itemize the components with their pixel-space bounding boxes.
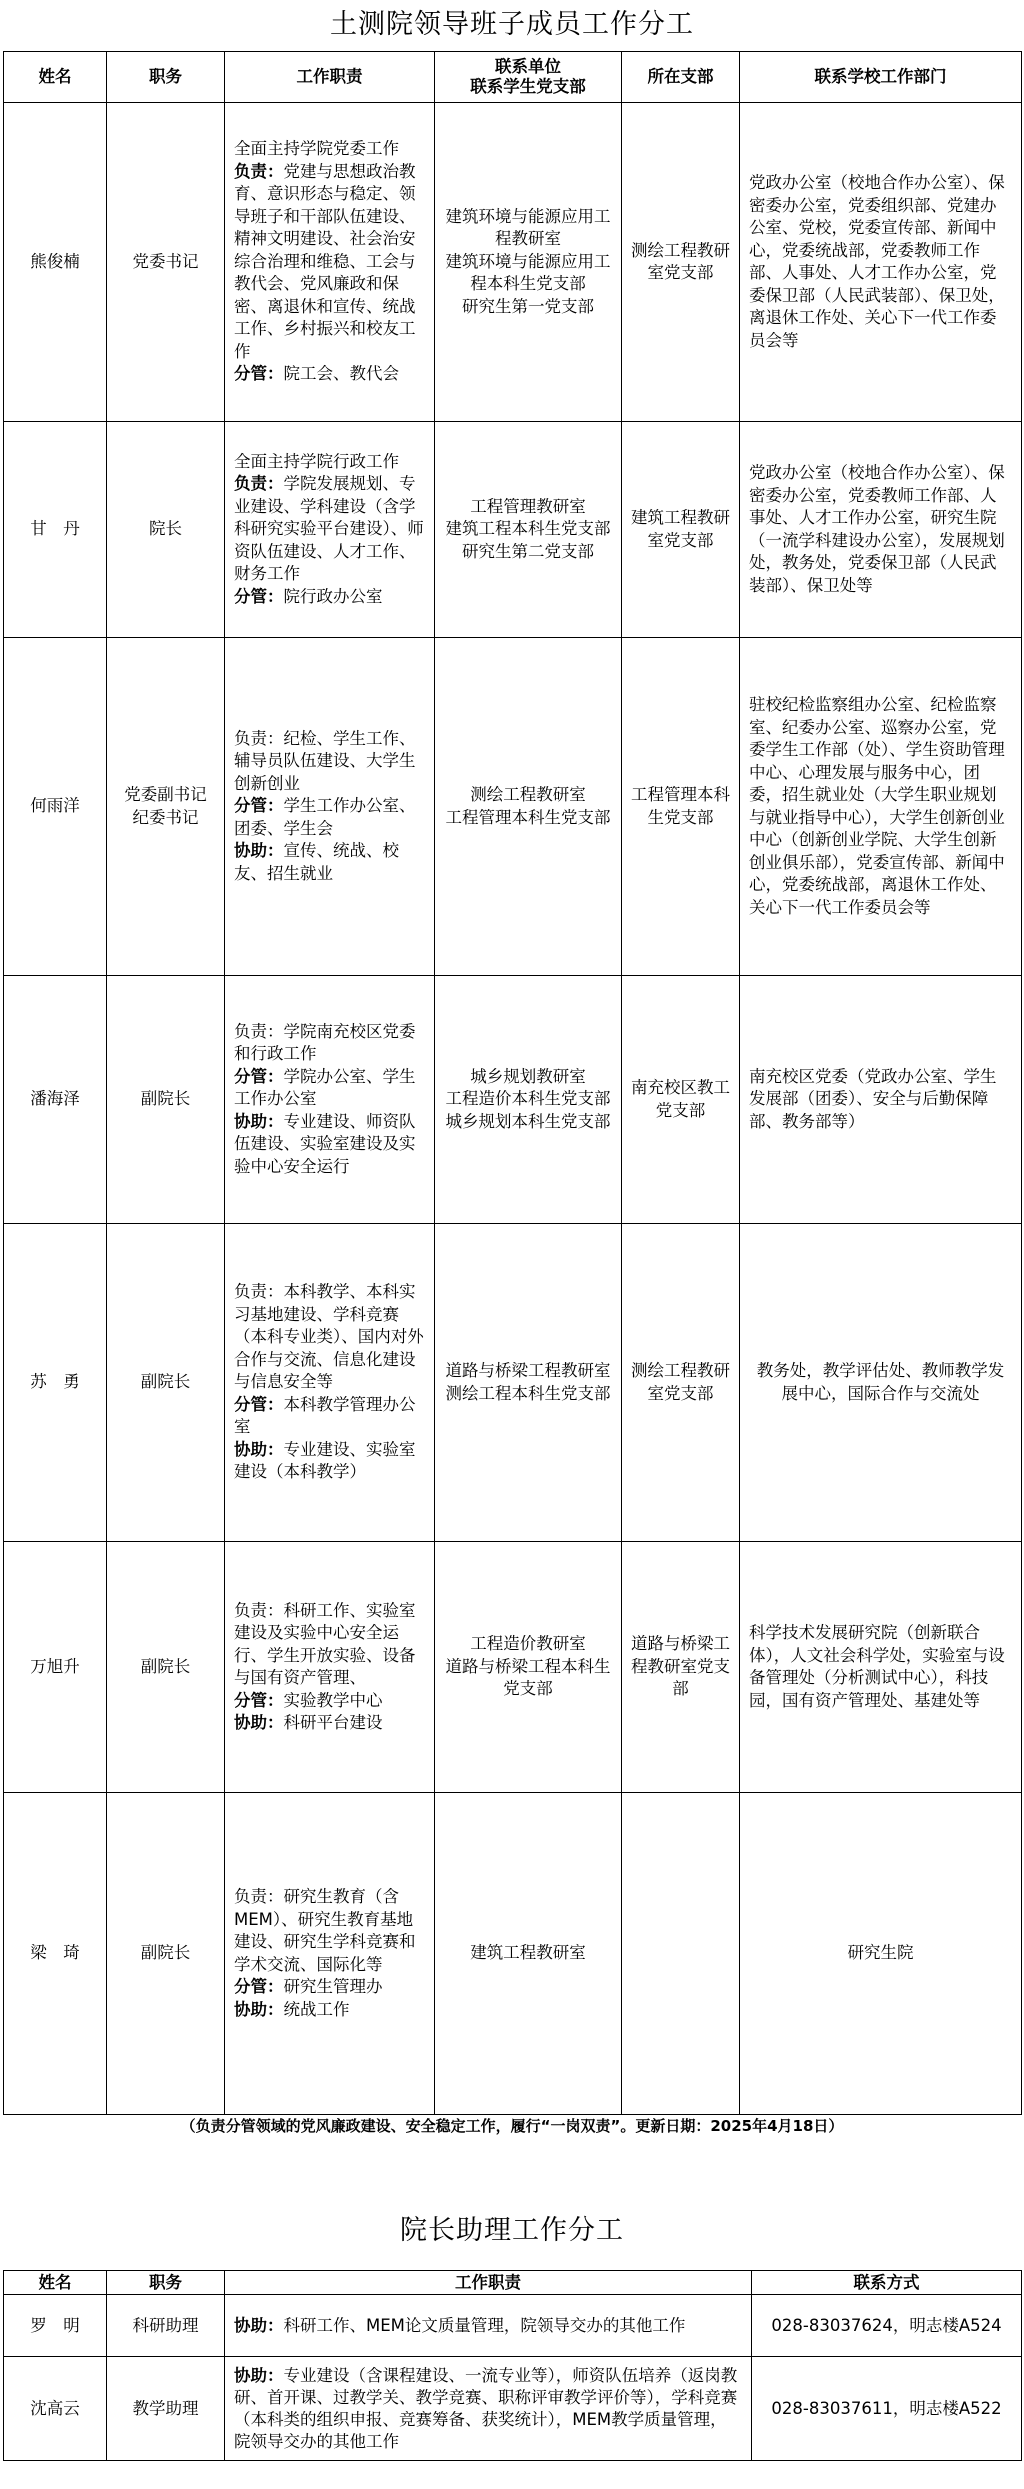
table-row	[4, 1793, 1022, 2115]
party-branch: 工程管理本科生党支部	[622, 638, 740, 976]
leader-position: 副院长	[107, 1224, 225, 1542]
school-departments: 党政办公室（校地合作办公室）、保密委办公室，党委组织部、党建办公室、党校，党委宣传部、新闻中心，党委统战部，党委教师工作部、人事处、人才工作办公室，党委保卫部（人民武装部）、保卫处，离退休工作处、关心下一代工作委员会等	[740, 103, 1022, 422]
assistant-header-duties: 工作职责	[225, 2271, 752, 2295]
duty-item	[234, 586, 425, 609]
contact-units: 建筑环境与能源应用工程教研室 建筑环境与能源应用工程本科生党支部 研究生第一党支部	[435, 103, 622, 422]
duty-item	[234, 1394, 425, 1439]
duty-label: 协助：	[234, 1439, 284, 1459]
assistant-position: 科研助理	[107, 2295, 225, 2357]
assistant-header-row	[4, 2271, 1022, 2295]
duty-label: 分管：	[234, 796, 284, 816]
duty-text: 学院发展规划、专业建设、学科建设（含学科研究实验平台建设）、师资队伍建设、人才工作、财务工作	[234, 474, 424, 584]
duty-label: 分管：	[234, 1977, 284, 1996]
duty-item	[234, 840, 425, 885]
header-name: 姓名	[4, 52, 107, 103]
duty-label: 负责：	[234, 161, 284, 181]
leader-position: 副院长	[107, 976, 225, 1224]
duty-text: 负责：纪检、学生工作、辅导员队伍建设、大学生创新创业	[234, 728, 416, 793]
leader-duties	[225, 1542, 435, 1793]
school-departments: 研究生院	[740, 1793, 1022, 2115]
duty-item	[234, 1439, 425, 1484]
duty-item	[234, 1600, 425, 1690]
leader-name: 苏 勇	[4, 1224, 107, 1542]
party-branch: 测绘工程教研室党支部	[622, 1224, 740, 1542]
duty-label: 分管：	[234, 1394, 284, 1414]
table-row	[4, 103, 1022, 422]
party-branch: 测绘工程教研室党支部	[622, 103, 740, 422]
duty-item	[234, 1886, 425, 1976]
table-row	[4, 1542, 1022, 1793]
assistant-duties	[225, 2357, 752, 2461]
duty-text: 专业建设、师资队伍建设、实验室建设及实验中心安全运行	[234, 1111, 416, 1176]
duty-text: 宣传、统战、校友、招生就业	[234, 841, 399, 883]
assistant-row	[4, 2295, 1022, 2357]
header-duties: 工作职责	[225, 52, 435, 103]
footnote: （负责分管领域的党风廉政建设、安全稳定工作，履行“一岗双责”。更新日期：2025年4月18日）	[180, 2117, 844, 2135]
table-row	[4, 638, 1022, 976]
leader-name: 熊俊楠	[4, 103, 107, 422]
party-branch: 南充校区教工党支部	[622, 976, 740, 1224]
duty-label: 协助：	[234, 841, 284, 861]
duty-text: 实验教学中心	[283, 1690, 383, 1710]
leader-name: 甘 丹	[4, 422, 107, 638]
school-departments: 教务处，教学评估处、教师教学发展中心，国际合作与交流处	[740, 1224, 1022, 1542]
assistant-position: 教学助理	[107, 2357, 225, 2461]
duty-text: 负责：科研工作、实验室建设及实验中心安全运行、学生开放实验、设备与国有资产管理、	[234, 1600, 416, 1687]
duty-label: 分管：	[234, 364, 284, 384]
leader-position: 党委副书记 纪委书记	[107, 638, 225, 976]
leader-position: 副院长	[107, 1542, 225, 1793]
leader-name: 梁 琦	[4, 1793, 107, 2115]
duty-item	[234, 1066, 425, 1111]
duty-item	[234, 1021, 425, 1066]
header-units: 联系单位 联系学生党支部	[435, 52, 622, 103]
duty-item	[234, 1690, 425, 1713]
leader-duties	[225, 422, 435, 638]
duty-item	[234, 1976, 425, 1999]
assistant-header-name: 姓名	[4, 2271, 107, 2295]
leader-position: 副院长	[107, 1793, 225, 2115]
duty-text: 统战工作	[283, 1999, 350, 2019]
leader-position: 院长	[107, 422, 225, 638]
leader-name: 何雨洋	[4, 638, 107, 976]
leader-duties	[225, 103, 435, 422]
leader-duties	[225, 638, 435, 976]
duty-item	[234, 451, 425, 474]
leader-duties	[225, 1793, 435, 2115]
duty-text: 负责：研究生教育（含MEM）、研究生教育基地建设、研究生学科竞赛和学术交流、国际化等	[234, 1887, 416, 1974]
contact-units: 城乡规划教研室 工程造价本科生党支部 城乡规划本科生党支部	[435, 976, 622, 1224]
page-title: 土测院领导班子成员工作分工	[330, 9, 694, 40]
duty-text: 院行政办公室	[283, 586, 383, 606]
assistant-name: 沈高云	[4, 2357, 107, 2461]
leadership-table	[3, 51, 1022, 2115]
school-departments: 南充校区党委（党政办公室、学生发展部（团委）、安全与后勤保障部、教务部等）	[740, 976, 1022, 1224]
duty-item	[234, 138, 425, 161]
header-position: 职务	[107, 52, 225, 103]
duty-item	[234, 473, 425, 586]
assistant-header-contact: 联系方式	[752, 2271, 1022, 2295]
assistant-name: 罗 明	[4, 2295, 107, 2357]
duty-item	[234, 1281, 425, 1394]
duty-text: 学院办公室、学生工作办公室	[234, 1066, 416, 1109]
contact-units: 道路与桥梁工程教研室 测绘工程本科生党支部	[435, 1224, 622, 1542]
duty-text: 科研工作、MEM论文质量管理，院领导交办的其他工作	[283, 2315, 686, 2335]
duty-text: 专业建设、实验室建设（本科教学）	[234, 1439, 416, 1482]
duty-text: 研究生管理办	[283, 1977, 383, 1996]
leader-duties	[225, 976, 435, 1224]
duty-label: 协助：	[234, 1999, 284, 2019]
assistant-row	[4, 2357, 1022, 2461]
assistant-table	[3, 2270, 1022, 2461]
duty-item	[234, 161, 425, 364]
leader-duties	[225, 1224, 435, 1542]
assistant-header-position: 职务	[107, 2271, 225, 2295]
duty-label: 协助：	[234, 2365, 284, 2385]
duty-label: 协助：	[234, 1111, 284, 1131]
party-branch: 道路与桥梁工程教研室党支部	[622, 1542, 740, 1793]
contact-units: 测绘工程教研室 工程管理本科生党支部	[435, 638, 622, 976]
party-branch	[622, 1793, 740, 2115]
duty-text: 负责：本科教学、本科实习基地建设、学科竞赛（本科专业类）、国内对外合作与交流、信息化建设与信息安全等	[234, 1282, 424, 1392]
duty-label: 协助：	[234, 1713, 284, 1732]
duty-item	[234, 1111, 425, 1179]
duty-item	[234, 795, 425, 840]
assistant-duties	[225, 2295, 752, 2357]
leader-name: 万旭升	[4, 1542, 107, 1793]
duty-text: 全面主持学院行政工作	[234, 451, 399, 471]
duty-label: 分管：	[234, 1690, 284, 1710]
duty-text: 专业建设（含课程建设、一流专业等），师资队伍培养（返岗教研、首开课、过教学关、教学竞赛、职称评审教学评价等），学科竞赛（本科类的组织申报、竞赛筹备、获奖统计），MEM教学质量管理，院领导交办的其他工作	[234, 2365, 738, 2451]
table-row	[4, 422, 1022, 638]
duty-text: 学生工作办公室、团委、学生会	[234, 796, 416, 838]
contact-units: 工程管理教研室 建筑工程本科生党支部 研究生第二党支部	[435, 422, 622, 638]
duty-text: 负责：学院南充校区党委和行政工作	[234, 1021, 416, 1064]
duty-text: 党建与思想政治教育、意识形态与稳定、领导班子和干部队伍建设、精神文明建设、社会治安综合治理和维稳、工会与教代会、党风廉政和保密、离退休和宣传、统战工作、乡村振兴和校友工作	[234, 161, 416, 361]
duty-item	[234, 363, 425, 386]
party-branch: 建筑工程教研室党支部	[622, 422, 740, 638]
duty-item	[234, 1999, 425, 2022]
table-row	[4, 976, 1022, 1224]
duty-label: 负责：	[234, 474, 284, 494]
duty-label: 分管：	[234, 1066, 284, 1086]
header-depts: 联系学校工作部门	[740, 52, 1022, 103]
duty-item	[234, 1712, 425, 1735]
duty-label: 分管：	[234, 586, 284, 606]
school-departments: 党政办公室（校地合作办公室）、保密委办公室，党委教师工作部、人事处、人才工作办公室，研究生院（一流学科建设办公室），发展规划处，教务处，党委保卫部（人民武装部）、保卫处等	[740, 422, 1022, 638]
leader-name: 潘海泽	[4, 976, 107, 1224]
table-row	[4, 1224, 1022, 1542]
duty-text: 科研平台建设	[283, 1713, 383, 1732]
duty-text: 全面主持学院党委工作	[234, 139, 399, 159]
duty-label: 协助：	[234, 2315, 284, 2335]
school-departments: 驻校纪检监察组办公室、纪检监察室、纪委办公室、巡察办公室，党委学生工作部（处）、学生资助管理中心、心理发展与服务中心，团委，招生就业处（大学生职业规划与就业指导中心），大学生创新创业中心（创新创业学院、大学生创新创业俱乐部），党委宣传部、新闻中心，党委统战部，离退休工作处、关心下一代工作委员会等	[740, 638, 1022, 976]
leader-position: 党委书记	[107, 103, 225, 422]
header-branch: 所在支部	[622, 52, 740, 103]
assistant-contact: 028-83037624，明志楼A524	[752, 2295, 1022, 2357]
assistant-title: 院长助理工作分工	[400, 2215, 624, 2246]
contact-units: 建筑工程教研室	[435, 1793, 622, 2115]
duty-text: 本科教学管理办公室	[234, 1394, 416, 1437]
contact-units: 工程造价教研室 道路与桥梁工程本科生党支部	[435, 1542, 622, 1793]
duty-item	[234, 728, 425, 796]
table-header-row	[4, 52, 1022, 103]
duty-text: 院工会、教代会	[283, 364, 399, 384]
assistant-contact: 028-83037611，明志楼A522	[752, 2357, 1022, 2461]
school-departments: 科学技术发展研究院（创新联合体），人文社会科学处，实验室与设备管理处（分析测试中心），科技园，国有资产管理处、基建处等	[740, 1542, 1022, 1793]
